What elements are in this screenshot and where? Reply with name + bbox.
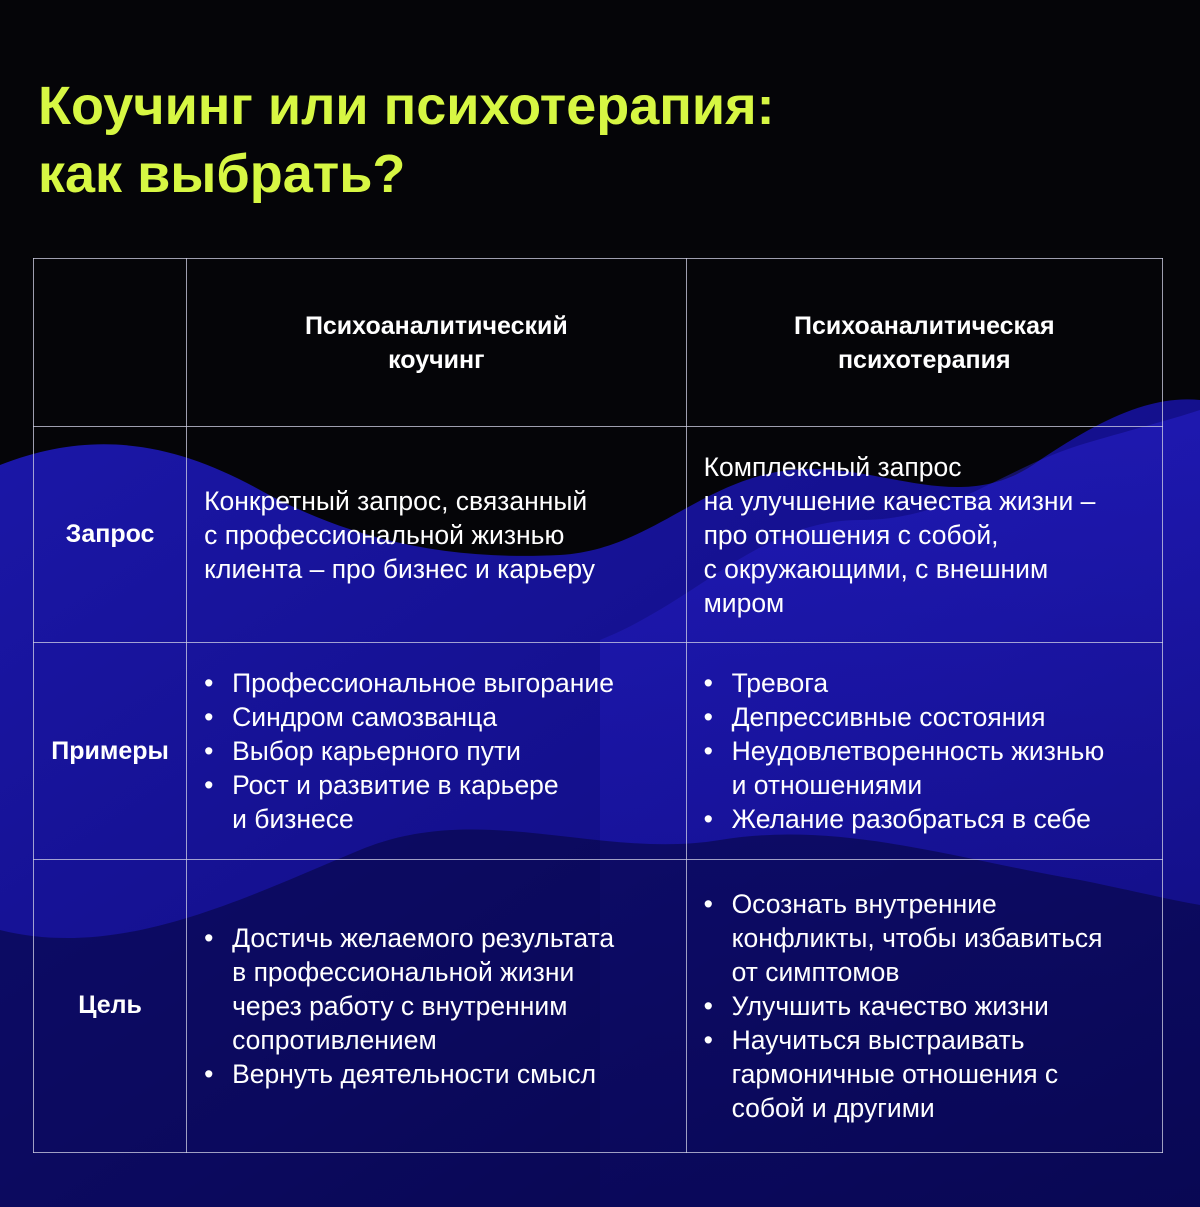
list-item xyxy=(704,887,1162,989)
table-row-zapros xyxy=(34,427,1163,643)
row-label-zapros: Запрос xyxy=(34,427,187,643)
list-item xyxy=(204,666,685,700)
text-line: с профессиональной жизнью xyxy=(204,519,565,550)
list-item-line: • Депрессивные состояния xyxy=(731,702,1046,733)
row-label-cel: Цель xyxy=(34,859,187,1152)
list-item xyxy=(704,666,1162,700)
list-item-line: • Улучшить качество жизни xyxy=(731,990,1049,1021)
bullet-list xyxy=(687,887,1162,1125)
header-coaching-line: Психоаналитический xyxy=(304,311,568,340)
list-item xyxy=(204,700,685,734)
list-item-line: и бизнесе xyxy=(232,804,354,835)
list-item xyxy=(204,1057,685,1091)
list-item xyxy=(204,921,685,1057)
list-item-line: в профессиональной жизни xyxy=(232,956,575,987)
text-line: на улучшение качества жизни – xyxy=(703,485,1096,516)
list-item xyxy=(704,1023,1162,1125)
list-item-line: • Желание разобраться в себе xyxy=(731,804,1091,835)
page-title xyxy=(38,72,775,208)
zapros-coaching-cell xyxy=(187,427,686,643)
list-item-line: • Достичь желаемого результата xyxy=(232,922,615,953)
text-line: про отношения с собой, xyxy=(703,519,999,550)
text-line: клиента – про бизнес и карьеру xyxy=(204,553,596,584)
list-item-line: • Тревога xyxy=(731,668,829,699)
list-item-line: • Неудовлетворенность жизнью xyxy=(731,736,1105,767)
list-item-line: через работу с внутренним xyxy=(232,990,568,1021)
list-item-line: и отношениями xyxy=(731,770,923,801)
header-therapy-line: Психоаналитическая xyxy=(794,311,1055,340)
list-item-line: • Рост и развитие в карьере xyxy=(232,770,559,801)
table-row-cel xyxy=(34,859,1163,1152)
list-item xyxy=(704,989,1162,1023)
table-header-row xyxy=(34,259,1163,427)
primery-coaching-cell xyxy=(187,643,686,859)
primery-therapy-cell xyxy=(686,643,1162,859)
list-item-line: • Научиться выстраивать xyxy=(731,1024,1025,1055)
header-coaching xyxy=(187,259,686,427)
table-row-primery xyxy=(34,643,1163,859)
list-item xyxy=(204,734,685,768)
title-line-2: как выбрать? xyxy=(38,144,406,204)
cel-coaching-cell xyxy=(187,859,686,1152)
list-item-line: гармоничные отношения с xyxy=(731,1058,1059,1089)
list-item-line: • Вернуть деятельности смысл xyxy=(232,1058,597,1089)
list-item-line: от симптомов xyxy=(731,956,900,987)
row-label-primery: Примеры xyxy=(34,643,187,859)
cel-therapy-cell xyxy=(686,859,1162,1152)
list-item-line: собой и другими xyxy=(731,1092,935,1123)
list-item-line: конфликты, чтобы избавиться xyxy=(731,922,1103,953)
list-item-line: • Синдром самозванца xyxy=(232,702,498,733)
list-item xyxy=(704,700,1162,734)
list-item-line: • Профессиональное выгорание xyxy=(232,668,614,699)
bullet-list xyxy=(187,666,685,836)
text-line: с окружающими, с внешним xyxy=(703,553,1049,584)
zapros-therapy-cell xyxy=(686,427,1162,643)
bullet-list xyxy=(187,921,685,1091)
text-line: Комплексный запрос xyxy=(703,451,962,482)
list-item-line: • Осознать внутренние xyxy=(731,888,997,919)
list-item xyxy=(204,768,685,836)
list-item xyxy=(704,734,1162,802)
text-line: миром xyxy=(703,587,785,618)
text-line: Конкретный запрос, связанный xyxy=(204,485,588,516)
header-therapy-line: психотерапия xyxy=(837,345,1011,374)
list-item-line: сопротивлением xyxy=(232,1024,437,1055)
comparison-table xyxy=(33,258,1163,1153)
bullet-list xyxy=(687,666,1162,836)
header-coaching-line: коучинг xyxy=(388,345,485,374)
list-item xyxy=(704,802,1162,836)
title-line-1: Коучинг или психотерапия: xyxy=(38,76,775,136)
header-therapy xyxy=(686,259,1162,427)
list-item-line: • Выбор карьерного пути xyxy=(232,736,521,767)
empty-corner-cell xyxy=(34,259,187,427)
